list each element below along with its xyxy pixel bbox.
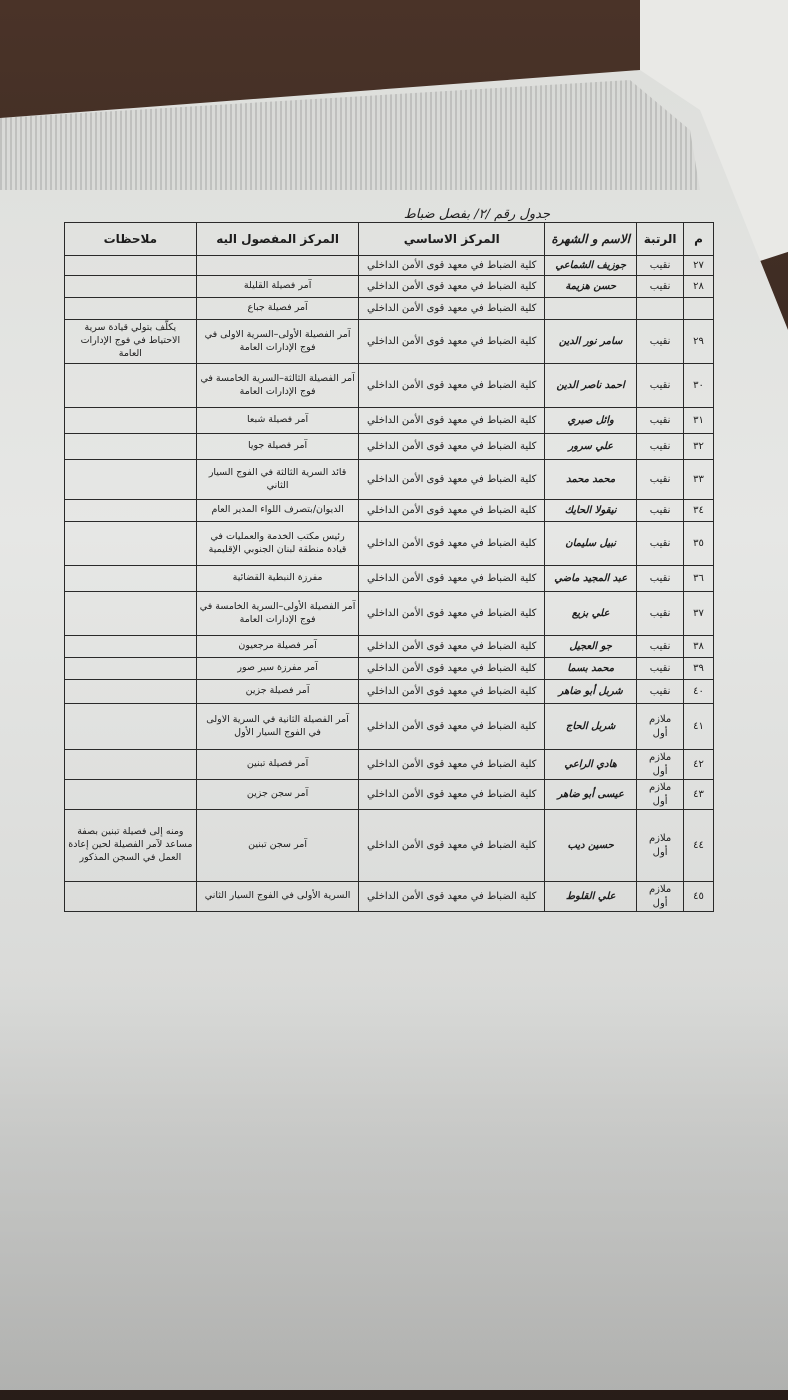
cell-assigned-post: آمر الفصيلة الثالثة–السرية الخامسة في فوج الإدارات العامة [196,364,359,408]
table-header-row [65,223,714,256]
cell-original-post: كلية الضباط في معهد قوى الأمن الداخلي [359,364,545,408]
cell-number: ٣٤ [683,500,713,522]
cell-name: نبيل سليمان [545,522,637,566]
table-row [65,320,714,364]
cell-original-post: كلية الضباط في معهد قوى الأمن الداخلي [359,500,545,522]
cell-name: جو العجيل [545,636,637,658]
table-body [65,256,714,912]
cell-name: عبد المجيد ماضي [545,566,637,592]
cell-number: ٤٥ [683,882,713,912]
cell-assigned-post: الديوان/بتصرف اللواء المدير العام [196,500,359,522]
header-number: م [683,223,713,256]
cell-name: حسن هزيمة [545,276,637,298]
cell-notes [65,256,197,276]
cell-rank: نقيب [637,680,684,704]
cell-original-post: كلية الضباط في معهد قوى الأمن الداخلي [359,256,545,276]
cell-name: علي بزيع [545,592,637,636]
cell-name: علي القلوط [545,882,637,912]
table-row [65,256,714,276]
table-row [65,408,714,434]
table-row [65,522,714,566]
cell-number: ٤٤ [683,810,713,882]
cell-rank: نقيب [637,500,684,522]
cell-notes [65,364,197,408]
cell-original-post: كلية الضباط في معهد قوى الأمن الداخلي [359,704,545,750]
cell-assigned-post: آمر فصيلة جزين [196,680,359,704]
table-row [65,704,714,750]
cell-assigned-post: رئيس مكتب الخدمة والعمليات في قيادة منطقة لبنان الجنوبي الإقليمية [196,522,359,566]
cell-notes [65,276,197,298]
cell-name: جوزيف الشماعي [545,256,637,276]
cell-number: ٢٧ [683,256,713,276]
cell-notes [65,408,197,434]
cell-original-post: كلية الضباط في معهد قوى الأمن الداخلي [359,592,545,636]
cell-notes [65,500,197,522]
cell-assigned-post: آمر فصيلة تبنين [196,750,359,780]
header-assigned-post: المركز المفصول اليه [196,223,359,256]
cell-original-post: كلية الضباط في معهد قوى الأمن الداخلي [359,780,545,810]
cell-rank: ملازم أول [637,780,684,810]
cell-number: ٣٥ [683,522,713,566]
cell-rank: نقيب [637,434,684,460]
cell-rank: نقيب [637,636,684,658]
cell-number: ٤٢ [683,750,713,780]
cell-assigned-post: مفرزة النبطية القضائية [196,566,359,592]
cell-original-post: كلية الضباط في معهد قوى الأمن الداخلي [359,882,545,912]
table-row [65,364,714,408]
cell-original-post: كلية الضباط في معهد قوى الأمن الداخلي [359,566,545,592]
cell-assigned-post: آمر فصيلة جباع [196,298,359,320]
cell-notes [65,750,197,780]
table-row [65,780,714,810]
cell-original-post: كلية الضباط في معهد قوى الأمن الداخلي [359,636,545,658]
cell-number: ٣٦ [683,566,713,592]
table-row [65,276,714,298]
cell-number: ٣١ [683,408,713,434]
cell-number [683,298,713,320]
cell-notes [65,680,197,704]
cell-assigned-post: آمر الفصيلة الثانية في السرية الاولى في الفوج السيار الأول [196,704,359,750]
cell-notes: يكلّف بتولي قيادة سرية الاحتياط في فوج الإدارات العامة [65,320,197,364]
cell-rank: نقيب [637,364,684,408]
cell-original-post: كلية الضباط في معهد قوى الأمن الداخلي [359,434,545,460]
table-row [65,882,714,912]
table-row [65,566,714,592]
table-row [65,636,714,658]
cell-original-post: كلية الضباط في معهد قوى الأمن الداخلي [359,460,545,500]
cell-assigned-post: آمر سجن جزين [196,780,359,810]
cell-notes [65,780,197,810]
cell-name: احمد ناصر الدين [545,364,637,408]
table-row [65,810,714,882]
table-row [65,434,714,460]
cell-rank: نقيب [637,460,684,500]
cell-notes [65,460,197,500]
lower-shadow [0,980,788,1400]
cell-rank: نقيب [637,522,684,566]
cell-name: علي سرور [545,434,637,460]
cell-name: سامر نور الدين [545,320,637,364]
cell-notes [65,658,197,680]
cell-name: شربل أبو ضاهر [545,680,637,704]
cell-name: محمد بسما [545,658,637,680]
cell-assigned-post: آمر الفصيلة الأولى–السرية الاولى في فوج الإدارات العامة [196,320,359,364]
cell-rank: نقيب [637,256,684,276]
cell-number: ٣٢ [683,434,713,460]
cell-rank: نقيب [637,276,684,298]
cell-rank: ملازم أول [637,704,684,750]
table-row [65,658,714,680]
cell-name: نيقولا الحايك [545,500,637,522]
cell-original-post: كلية الضباط في معهد قوى الأمن الداخلي [359,522,545,566]
cell-rank: نقيب [637,566,684,592]
cell-assigned-post: آمر مفرزة سير صور [196,658,359,680]
cell-rank: ملازم أول [637,882,684,912]
table-row [65,500,714,522]
cell-number: ٣٧ [683,592,713,636]
cell-original-post: كلية الضباط في معهد قوى الأمن الداخلي [359,750,545,780]
cell-original-post: كلية الضباط في معهد قوى الأمن الداخلي [359,680,545,704]
cell-notes [65,882,197,912]
cell-rank [637,298,684,320]
cell-notes: ومنه إلى فصيلة تبنين بصفة مساعد لآمر الفصيلة لحين إعادة العمل في السجن المذكور [65,810,197,882]
cell-rank: ملازم أول [637,750,684,780]
cell-original-post: كلية الضباط في معهد قوى الأمن الداخلي [359,298,545,320]
cell-name: وائل صبري [545,408,637,434]
cell-number: ٣٣ [683,460,713,500]
table-row [65,298,714,320]
table-row [65,592,714,636]
header-name: الاسم و الشهرة [545,223,637,256]
cell-notes [65,592,197,636]
cell-name: محمد محمد [545,460,637,500]
cell-original-post: كلية الضباط في معهد قوى الأمن الداخلي [359,810,545,882]
cell-assigned-post: آمر فصيلة مرجعيون [196,636,359,658]
cell-name: هادي الراعي [545,750,637,780]
cell-assigned-post: آمر فصيلة جويا [196,434,359,460]
table-row [65,750,714,780]
cell-assigned-post: السرية الأولى في الفوج السيار الثاني [196,882,359,912]
cell-assigned-post: آمر فصيلة شبعا [196,408,359,434]
cell-number: ٢٩ [683,320,713,364]
header-rank: الرتبة [637,223,684,256]
header-original-post: المركز الاساسي [359,223,545,256]
cell-assigned-post: آمر سجن تبنين [196,810,359,882]
cell-name: عيسى أبو ضاهر [545,780,637,810]
cell-original-post: كلية الضباط في معهد قوى الأمن الداخلي [359,658,545,680]
cell-notes [65,566,197,592]
document-title: جدول رقم /٢/ بفصل ضباط [403,207,550,222]
table-row [65,460,714,500]
cell-notes [65,636,197,658]
cell-number: ٤٠ [683,680,713,704]
cell-name: حسين ديب [545,810,637,882]
officers-table [64,222,714,912]
table-row [65,680,714,704]
cell-rank: ملازم أول [637,810,684,882]
header-notes: ملاحظات [65,223,197,256]
cell-number: ٣٠ [683,364,713,408]
cell-rank: نقيب [637,592,684,636]
cell-name [545,298,637,320]
cell-rank: نقيب [637,408,684,434]
cell-notes [65,434,197,460]
cell-notes [65,522,197,566]
cell-assigned-post: آمر الفصيلة الأولى–السرية الخامسة في فوج الإدارات العامة [196,592,359,636]
cell-notes [65,298,197,320]
cell-original-post: كلية الضباط في معهد قوى الأمن الداخلي [359,320,545,364]
cell-rank: نقيب [637,658,684,680]
cell-notes [65,704,197,750]
cell-assigned-post: آمر فصيلة القليلة [196,276,359,298]
cell-number: ٤٣ [683,780,713,810]
cell-name: شربل الحاج [545,704,637,750]
cell-rank: نقيب [637,320,684,364]
cell-original-post: كلية الضباط في معهد قوى الأمن الداخلي [359,408,545,434]
cell-original-post: كلية الضباط في معهد قوى الأمن الداخلي [359,276,545,298]
cell-number: ٢٨ [683,276,713,298]
cell-number: ٣٩ [683,658,713,680]
cell-assigned-post: قائد السرية الثالثة في الفوج السيار الثاني [196,460,359,500]
cell-number: ٤١ [683,704,713,750]
cell-assigned-post [196,256,359,276]
cell-number: ٣٨ [683,636,713,658]
